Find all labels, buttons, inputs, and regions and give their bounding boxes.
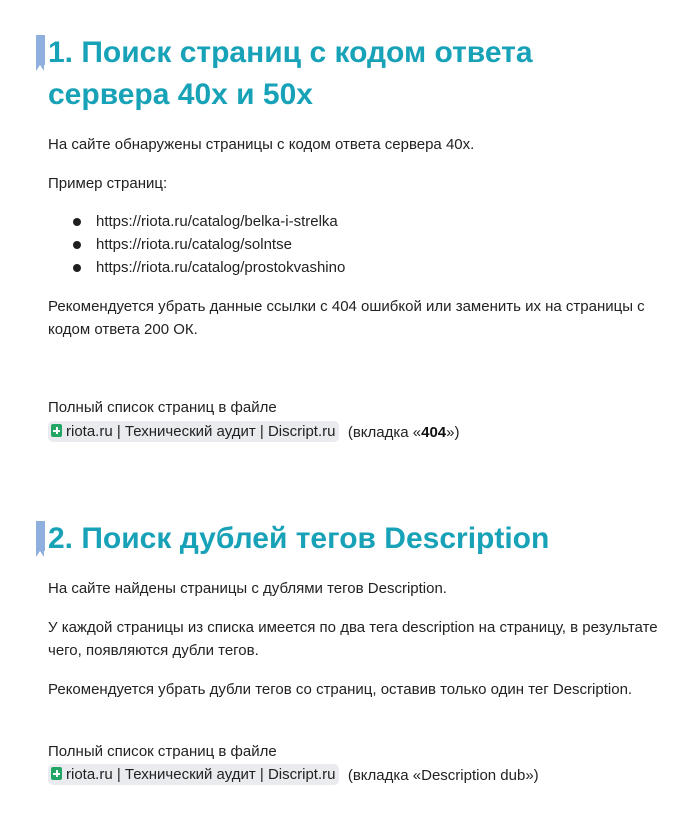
example-pages-list	[48, 210, 345, 279]
intro-text: На сайте обнаружены страницы с кодом ответа сервера 40х.	[48, 136, 475, 153]
list-item	[48, 233, 345, 256]
tab-note-prefix: (вкладка «	[347, 424, 422, 441]
bullet-icon	[73, 241, 81, 249]
bookmark-icon	[36, 35, 45, 65]
full-list-label: Полный список страниц в файле	[48, 399, 277, 416]
tab-note-suffix: »)	[446, 424, 460, 441]
tab-note-text: (вкладка «Description dub»)	[347, 767, 539, 784]
bookmark-icon	[36, 521, 45, 551]
section-heading: 1. Поиск страниц с кодом ответа сервера 40х и 50х	[48, 36, 533, 111]
tab-name: 404	[421, 424, 447, 441]
bullet-icon	[73, 218, 81, 226]
file-reference	[48, 421, 658, 444]
tab-note	[344, 424, 460, 441]
file-reference	[48, 764, 658, 787]
page-url: https://riota.ru/catalog/prostokvashino	[96, 259, 346, 276]
list-item	[48, 210, 345, 233]
file-link-chip[interactable]	[48, 764, 339, 785]
page-url: https://riota.ru/catalog/belka-i-strelka	[96, 213, 338, 230]
file-link-label: riota.ru | Технический аудит | Discript.ru	[66, 423, 336, 440]
intro-text: На сайте найдены страницы с дублями тегов Description.	[48, 580, 447, 597]
file-link-label: riota.ru | Технический аудит | Discript.ru	[66, 766, 336, 783]
recommendation-text: Рекомендуется убрать дубли тегов со страниц, оставив только один тег Description.	[48, 681, 633, 698]
full-list-label: Полный список страниц в файле	[48, 743, 277, 760]
page-url: https://riota.ru/catalog/solntse	[96, 236, 292, 253]
google-sheets-icon	[51, 767, 62, 780]
tab-note	[344, 767, 539, 784]
examples-label: Пример страниц:	[48, 175, 168, 192]
bullet-icon	[73, 264, 81, 272]
file-link-chip[interactable]	[48, 421, 339, 442]
detail-text: У каждой страницы из списка имеется по два тега description на страницу, в результате чего, появляются дубли тегов.	[48, 619, 658, 659]
section-heading: 2. Поиск дублей тегов Description	[48, 522, 550, 555]
recommendation-text: Рекомендуется убрать данные ссылки с 404 ошибкой или заменить их на страницы с кодом ответа 200 ОК.	[48, 298, 645, 338]
google-sheets-icon	[51, 424, 62, 437]
list-item	[48, 256, 345, 279]
